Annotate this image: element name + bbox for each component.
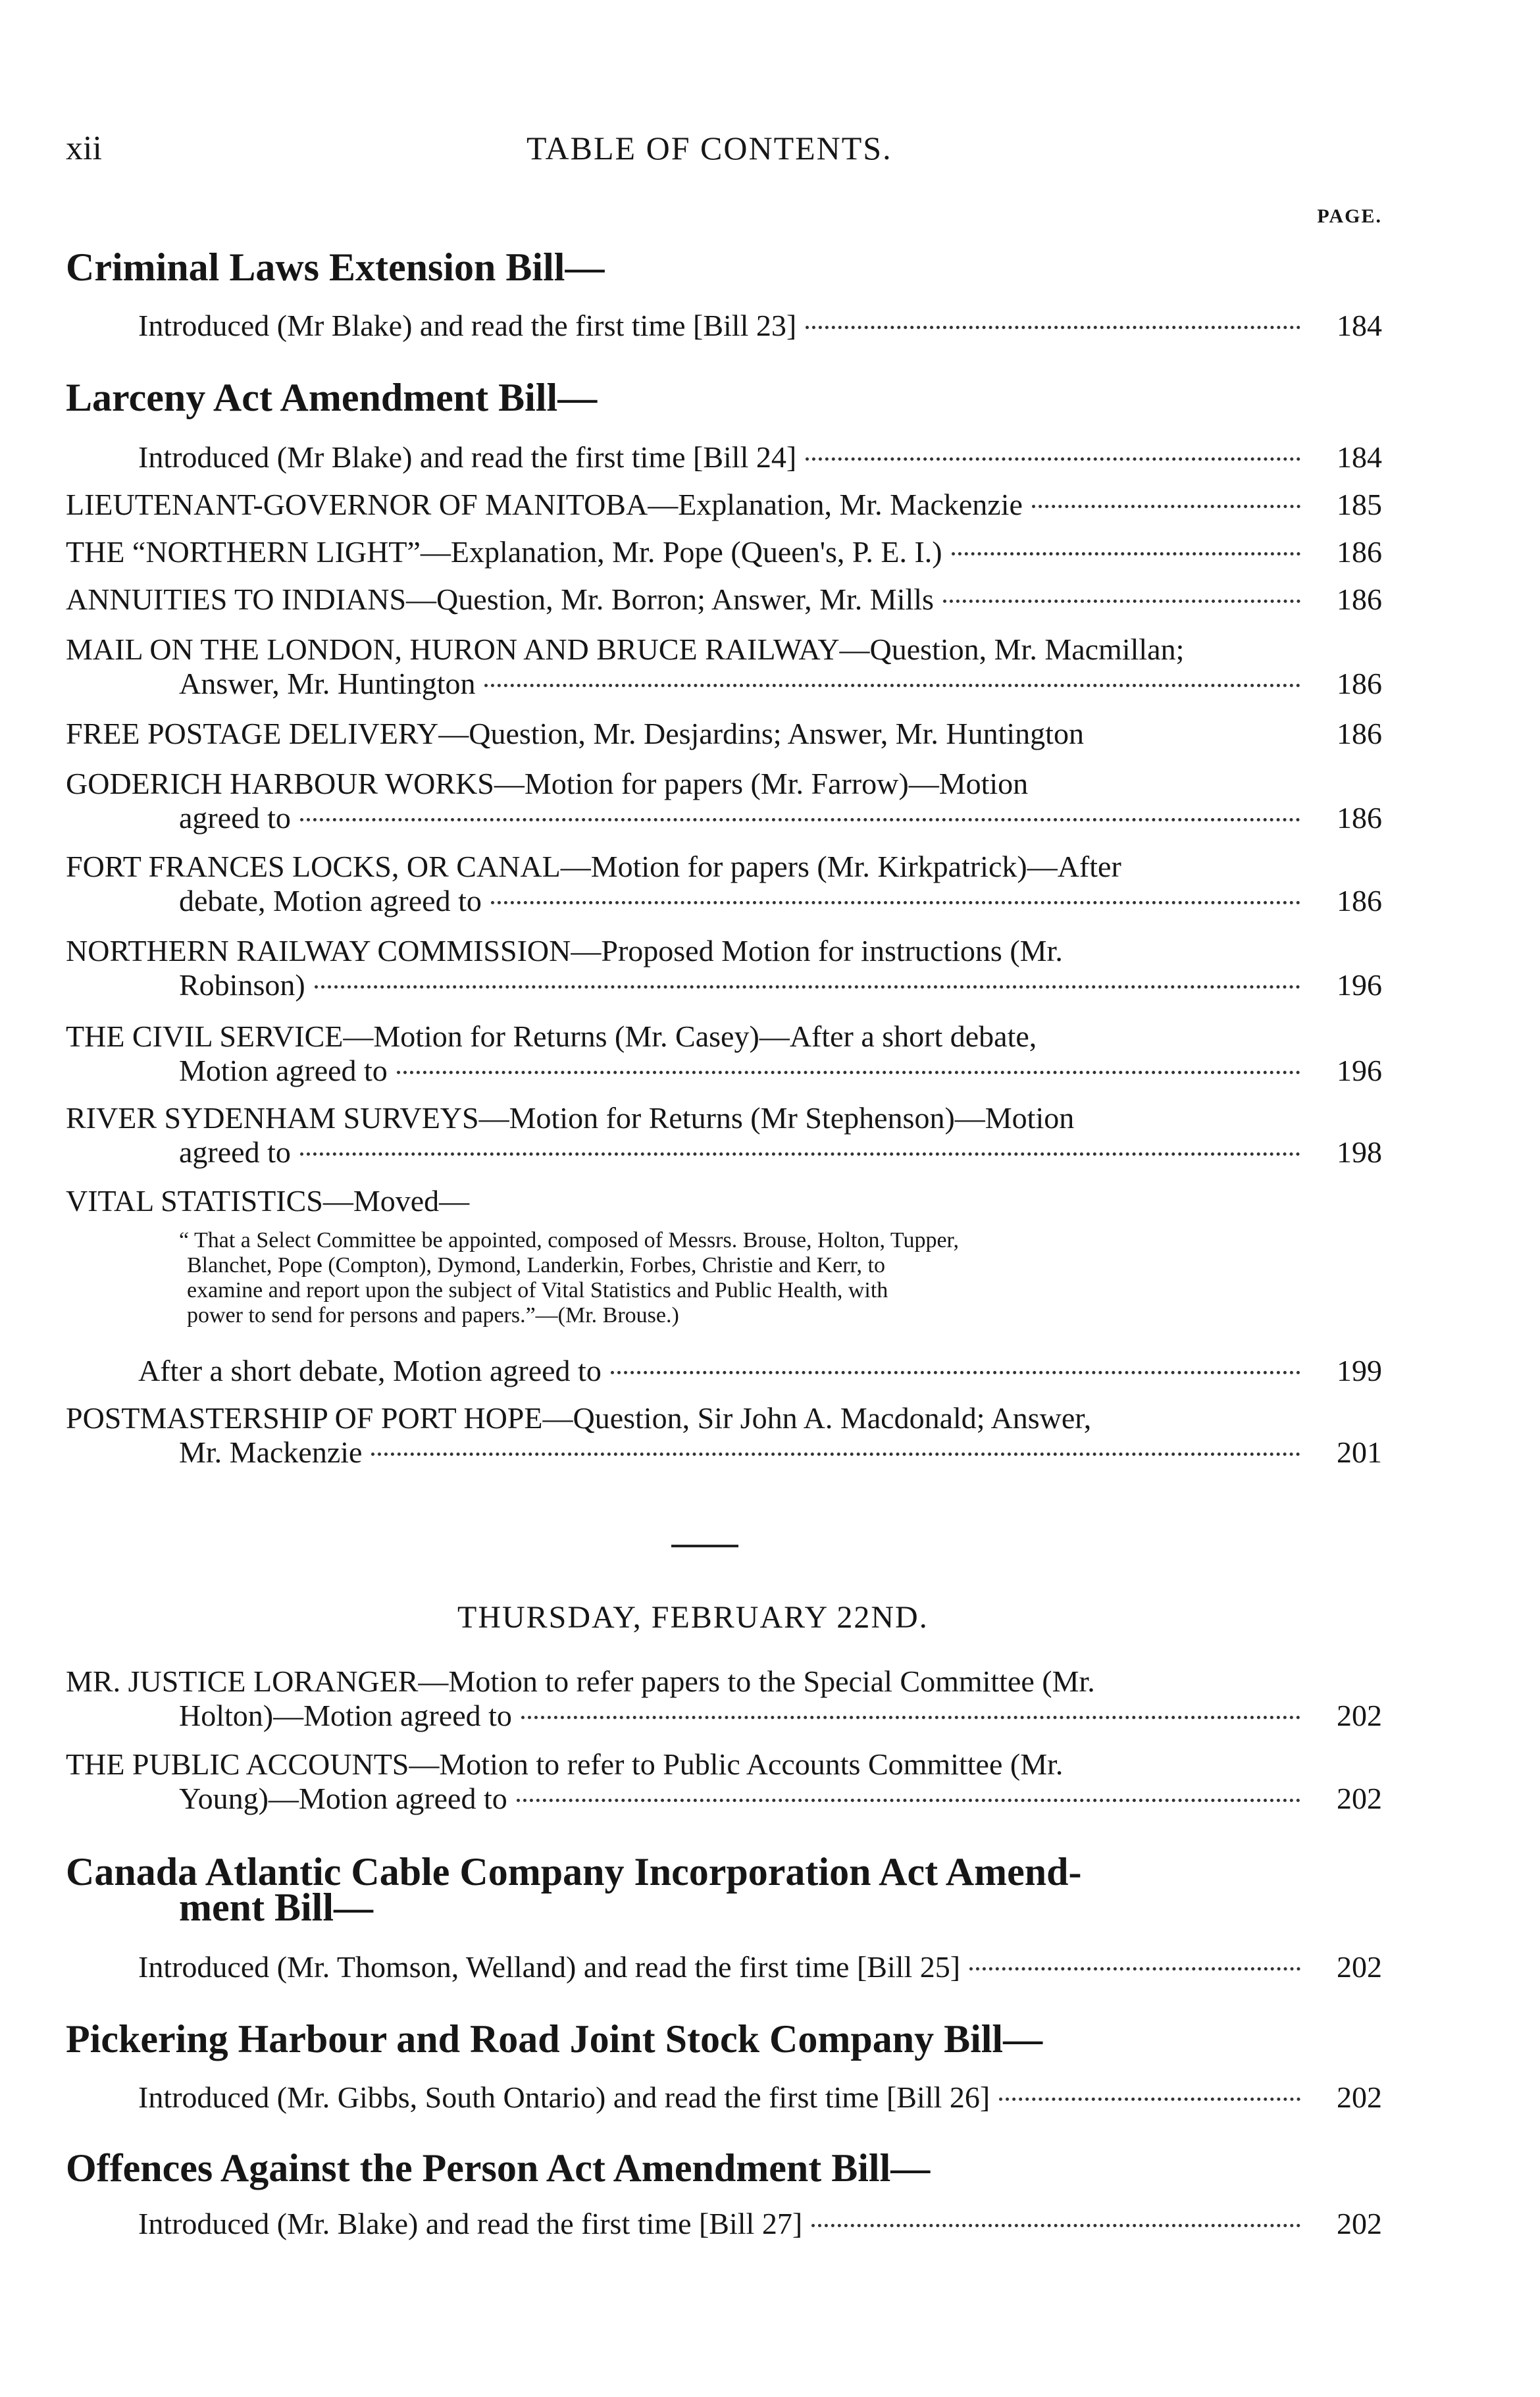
motion-quote-line: “ That a Select Committee be appointed, composed of Messrs. Brouse, Holton, Tupper,	[179, 1228, 960, 1252]
vital-statistics-heading	[66, 1183, 1382, 1223]
page-number: 196	[1337, 968, 1382, 1002]
toc-entry	[138, 1949, 1382, 1989]
bill-heading-offences: Offences Against the Person Act Amendment Bill—	[66, 2146, 931, 2190]
page-number: 202	[1337, 1950, 1382, 1984]
toc-entry	[138, 2080, 1382, 2119]
toc-entry-line1	[66, 933, 1382, 973]
entry-text: debate, Motion agreed to	[179, 884, 482, 917]
entry-text: FREE POSTAGE DELIVERY—Question, Mr. Desjardins; Answer, Mr. Huntington	[66, 717, 1084, 750]
running-head: TABLE OF CONTENTS.	[526, 130, 892, 167]
toc-entry	[66, 534, 1382, 574]
dot-leader	[806, 326, 1300, 329]
toc-entry-line2	[179, 1135, 1382, 1174]
entry-text: MAIL ON THE LONDON, HURON AND BRUCE RAILWAY—Question, Mr. Macmillan;	[66, 632, 1185, 666]
entry-text: Introduced (Mr Blake) and read the first time [Bill 24]	[138, 440, 797, 474]
page-number: 186	[1337, 667, 1382, 700]
dot-leader	[484, 684, 1300, 687]
bill-heading-canada-atlantic: Canada Atlantic Cable Company Incorporation Act Amend-	[66, 1850, 1082, 1894]
toc-entry	[66, 487, 1382, 527]
dot-leader	[943, 600, 1300, 603]
entry-text: THE PUBLIC ACCOUNTS—Motion to refer to Public Accounts Committee (Mr.	[66, 1747, 1064, 1781]
page-folio: xii	[66, 130, 102, 167]
page-number: 186	[1337, 801, 1382, 835]
toc-entry-line2	[179, 967, 1382, 1007]
section-divider	[671, 1545, 738, 1547]
entry-text: GODERICH HARBOUR WORKS—Motion for papers (Mr. Farrow)—Motion	[66, 767, 1029, 800]
entry-text: Robinson)	[179, 968, 305, 1002]
toc-entry-line1	[66, 1100, 1382, 1140]
toc-entry-line1	[66, 1401, 1382, 1440]
entry-text: Holton)—Motion agreed to	[179, 1699, 512, 1732]
page-number: 201	[1337, 1435, 1382, 1469]
entry-text: Answer, Mr. Huntington	[179, 667, 476, 700]
page-number: 202	[1337, 1782, 1382, 1815]
page-number: 199	[1337, 1354, 1382, 1387]
motion-quote-line: examine and report upon the subject of Vital Statistics and Public Health, with	[187, 1278, 888, 1302]
dot-leader	[806, 457, 1300, 461]
page-number: 186	[1337, 582, 1382, 616]
entry-text: POSTMASTERSHIP OF PORT HOPE—Question, Sir John A. Macdonald; Answer,	[66, 1401, 1092, 1435]
dot-leader	[300, 1152, 1300, 1156]
toc-entry-line1	[66, 766, 1382, 806]
motion-quote-line: Blanchet, Pope (Compton), Dymond, Landerkin, Forbes, Christie and Kerr, to	[187, 1253, 885, 1277]
entry-text: MR. JUSTICE LORANGER—Motion to refer papers to the Special Committee (Mr.	[66, 1664, 1095, 1698]
toc-entry	[66, 582, 1382, 621]
entry-text: Introduced (Mr. Gibbs, South Ontario) and read the first time [Bill 26]	[138, 2080, 990, 2114]
entry-text: Introduced (Mr. Blake) and read the first time [Bill 27]	[138, 2207, 803, 2240]
dot-leader	[300, 818, 1300, 821]
dot-leader	[521, 1716, 1300, 1719]
toc-entry-line2	[179, 1698, 1382, 1738]
page-number: 202	[1337, 2207, 1382, 2240]
entry-text: Mr. Mackenzie	[179, 1435, 363, 1469]
dot-leader	[371, 1453, 1300, 1456]
bill-heading-larceny: Larceny Act Amendment Bill—	[66, 376, 598, 419]
bill-heading-pickering: Pickering Harbour and Road Joint Stock Company Bill—	[66, 2017, 1043, 2061]
dot-leader	[969, 1967, 1300, 1971]
toc-entry-line2	[179, 800, 1382, 840]
page-number: 198	[1337, 1135, 1382, 1169]
entry-text: Motion agreed to	[179, 1054, 388, 1087]
toc-entry-line2	[179, 666, 1382, 706]
entry-text: agreed to	[179, 801, 291, 835]
entry-text: RIVER SYDENHAM SURVEYS—Motion for Returns (Mr Stephenson)—Motion	[66, 1101, 1075, 1135]
dot-leader	[1032, 505, 1300, 508]
dot-leader	[952, 552, 1300, 555]
entry-text: ANNUITIES TO INDIANS—Question, Mr. Borron; Answer, Mr. Mills	[66, 582, 934, 616]
toc-entry-line2	[179, 883, 1382, 923]
dot-leader	[397, 1071, 1300, 1074]
page-number: 202	[1337, 1699, 1382, 1732]
toc-entry	[138, 440, 1382, 479]
toc-entry-line1	[66, 849, 1382, 889]
page-number: 196	[1337, 1054, 1382, 1087]
page-number: 186	[1337, 717, 1382, 750]
toc-entry-line2	[179, 1435, 1382, 1474]
entry-text: Introduced (Mr. Thomson, Welland) and read the first time [Bill 25]	[138, 1950, 961, 1984]
dot-leader	[491, 901, 1300, 904]
dot-leader	[315, 985, 1300, 989]
entry-text: agreed to	[179, 1135, 291, 1169]
entry-text: THE CIVIL SERVICE—Motion for Returns (Mr. Casey)—After a short debate,	[66, 1019, 1037, 1053]
page-number: 202	[1337, 2080, 1382, 2114]
page-number: 186	[1337, 884, 1382, 917]
day-heading: THURSDAY, FEBRUARY 22ND.	[457, 1600, 929, 1635]
bill-heading-canada-atlantic-cont: ment Bill—	[179, 1886, 373, 1929]
dot-leader	[611, 1371, 1300, 1374]
page-column-label: PAGE.	[1317, 205, 1382, 227]
dot-leader	[811, 2224, 1300, 2227]
toc-entry-line1	[66, 1664, 1382, 1703]
dot-leader	[517, 1799, 1300, 1802]
entry-text: FORT FRANCES LOCKS, OR CANAL—Motion for papers (Mr. Kirkpatrick)—After	[66, 850, 1121, 883]
entry-text: THE “NORTHERN LIGHT”—Explanation, Mr. Pope (Queen's, P. E. I.)	[66, 535, 942, 569]
dot-leader	[999, 2098, 1300, 2101]
toc-entry-line1	[66, 632, 1382, 671]
entry-text: NORTHERN RAILWAY COMMISSION—Proposed Motion for instructions (Mr.	[66, 934, 1063, 967]
entry-text: Introduced (Mr Blake) and read the first time [Bill 23]	[138, 309, 797, 342]
toc-entry-line2	[179, 1053, 1382, 1093]
toc-entry	[138, 1353, 1382, 1393]
toc-entry-line1	[66, 1019, 1382, 1058]
entry-text: Young)—Motion agreed to	[179, 1782, 507, 1815]
bill-heading-criminal: Criminal Laws Extension Bill—	[66, 245, 605, 289]
entry-text: VITAL STATISTICS—Moved—	[66, 1184, 470, 1218]
page-number: 184	[1337, 309, 1382, 342]
page-number: 185	[1337, 488, 1382, 521]
toc-entry	[138, 308, 1382, 348]
toc-entry-line2	[179, 1781, 1382, 1820]
page-number: 186	[1337, 535, 1382, 569]
toc-entry	[138, 2206, 1382, 2246]
motion-quote-line: power to send for persons and papers.”—(Mr. Brouse.)	[187, 1303, 679, 1327]
entry-text: LIEUTENANT-GOVERNOR OF MANITOBA—Explanation, Mr. Mackenzie	[66, 488, 1023, 521]
toc-entry-line1	[66, 1747, 1382, 1786]
entry-text: After a short debate, Motion agreed to	[138, 1354, 602, 1387]
toc-entry	[66, 716, 1382, 756]
page-number: 184	[1337, 440, 1382, 474]
